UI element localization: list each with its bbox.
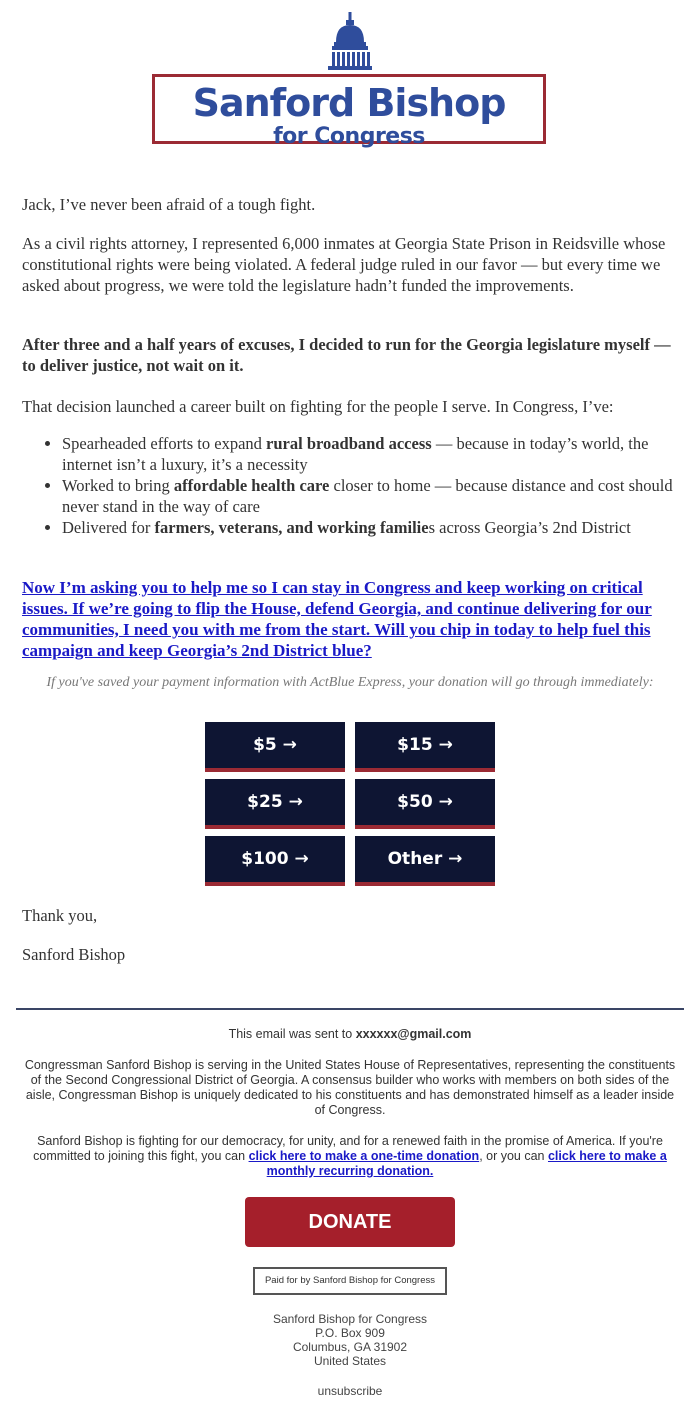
footer-divider xyxy=(16,1008,684,1010)
list-item xyxy=(62,517,682,538)
list-item-text: closer to home — because distance and cost should never stand in the way of care xyxy=(62,476,673,516)
donate-5-button[interactable]: $5 → xyxy=(205,722,345,772)
signature-text: Sanford Bishop xyxy=(22,945,126,964)
paragraph-2 xyxy=(22,334,682,376)
cta-donate-link[interactable]: Now I’m asking you to help me so I can stay in Congress and keep working on critical issues. If we’re going to flip the House, defend Georgia, and continue delivering for our communities, I need you with me from the start. Will you chip in today to help fuel this campaign and keep Georgia’s 2nd District blue? xyxy=(22,578,652,660)
accomplishments-list xyxy=(22,433,682,538)
one-time-donation-link[interactable]: click here to make a one-time donation xyxy=(248,1149,480,1163)
list-item xyxy=(62,433,682,475)
fight-text: Sanford Bishop is fighting for our democracy, for unity, and for a renewed faith in the promise of America. If you're committed to joining this fight, you can xyxy=(33,1134,663,1163)
actblue-note: If you've saved your payment information with ActBlue Express, your donation will go through immediately: xyxy=(46,675,654,690)
logo-frame xyxy=(152,74,546,149)
logo-subtitle: for Congress xyxy=(273,124,425,149)
list-item-text: Spearheaded efforts to expand xyxy=(62,434,267,453)
donate-15-button[interactable]: $15 → xyxy=(355,722,495,772)
address-line: Columbus, GA 31902 xyxy=(292,1340,408,1354)
paragraph-2-text: After three and a half years of excuses, I decided to run for the Georgia legislature myself — to deliver justice, not wait on it. xyxy=(22,335,671,375)
unsubscribe-link[interactable]: unsubscribe xyxy=(317,1384,383,1398)
paid-for-disclaimer: Paid for by Sanford Bishop for Congress xyxy=(253,1267,447,1295)
list-item-bold: affordable health care xyxy=(173,476,330,495)
thanks-text: Thank you, xyxy=(22,906,98,925)
address-line: United States xyxy=(313,1354,387,1368)
address-line: Sanford Bishop for Congress xyxy=(272,1312,428,1326)
greeting-text: Jack, I’ve never been afraid of a tough fight. xyxy=(22,195,316,214)
sent-to-line xyxy=(20,1027,680,1042)
paragraph-3-text: That decision launched a career built on fighting for the people I serve. In Congress, I’ve: xyxy=(22,397,614,416)
cta-paragraph xyxy=(22,577,682,661)
recipient-email: xxxxxx@gmail.com xyxy=(355,1027,472,1041)
list-item-text: — because in today’s world, the internet isn’t a luxury, it’s a necessity xyxy=(62,434,649,474)
donate-other-button[interactable]: Other → xyxy=(355,836,495,886)
list-item-text: Delivered for xyxy=(62,518,155,537)
paragraph-1 xyxy=(22,233,682,296)
list-item-text: Worked to bring xyxy=(62,476,174,495)
fight-text: , or you can xyxy=(479,1149,548,1163)
donate-100-button[interactable]: $100 → xyxy=(205,836,345,886)
list-item-bold: rural broadband access xyxy=(266,434,432,453)
paragraph-1-text: As a civil rights attorney, I represented 6,000 inmates at Georgia State Prison in Reidsville whose constitutional rights were being violated. A federal judge ruled in our favor — but every time we asked about progress, we were told the legislature hadn’t funded the improvements. xyxy=(22,234,666,295)
donate-50-button[interactable]: $50 → xyxy=(355,779,495,829)
logo-name: Sanford Bishop xyxy=(192,81,506,125)
greeting xyxy=(22,194,682,215)
list-item-bold: farmers, veterans, and working familie xyxy=(154,518,429,537)
sent-to-label: This email was sent to xyxy=(228,1027,356,1041)
mailing-address xyxy=(200,1312,500,1368)
list-item-text: s across Georgia’s 2nd District xyxy=(428,518,631,537)
donate-25-button[interactable]: $25 → xyxy=(205,779,345,829)
address-line: P.O. Box 909 xyxy=(315,1326,385,1340)
list-item xyxy=(62,475,682,517)
monthly-donation-link[interactable]: click here to make a monthly recurring donation. xyxy=(266,1149,667,1178)
about-paragraph: Congressman Sanford Bishop is serving in the United States House of Representatives, representing the constituents of the Second Congressional District of Georgia. A consensus builder who works with members on both sides of the aisle, Congressman Bishop is uniquely dedicated to his constituents and has demonstrated himself as a leader inside of Congress. xyxy=(24,1058,676,1117)
donate-button[interactable]: DONATE xyxy=(245,1197,455,1247)
fight-paragraph xyxy=(20,1134,680,1179)
paragraph-3 xyxy=(22,396,682,417)
campaign-logo xyxy=(0,0,700,160)
